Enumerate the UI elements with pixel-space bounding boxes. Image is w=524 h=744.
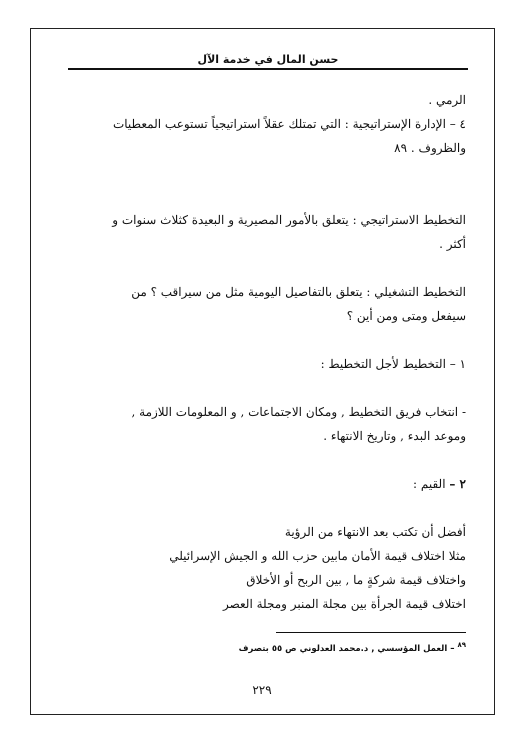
- text-line: ٤ – الإدارة الإستراتيجية : التي تمتلك عقلاً استراتيجياً تستوعب المعطيات: [112, 117, 466, 131]
- running-header: [68, 48, 468, 70]
- header-title: حسن المال في خدمة الآل: [197, 53, 339, 66]
- text-line: وموعد البدء , وتاريخ الانتهاء .: [323, 429, 466, 443]
- section-heading: ١ – التخطيط لأجل التخطيط :: [320, 357, 466, 371]
- text-line: اختلاف قيمة الجرأة بين مجلة المنبر ومجلة العصر: [222, 597, 466, 611]
- text-line: والظروف . ٨٩: [394, 141, 466, 155]
- text-line: التخطيط الاستراتيجي : يتعلق بالأمور المصيرية و البعيدة كثلاث سنوات و: [112, 213, 466, 227]
- footnote-text: – العمل المؤسسي , د.محمد العدلوني ص ٥٥ بتصرف: [238, 643, 458, 654]
- text-line: واختلاف قيمة شركةٍ ما , بين الربح أو الأخلاق: [246, 573, 466, 587]
- main-text: [66, 88, 466, 616]
- page-number: ٢٢٩: [252, 683, 272, 697]
- heading-number: ٢ –: [449, 477, 466, 491]
- text-line: التخطيط التشغيلي : يتعلق بالتفاصيل اليومية مثل من سيراقب ؟ من: [131, 285, 466, 299]
- text-line: سيفعل ومتى ومن أين ؟: [346, 309, 466, 323]
- text-line: مثلا اختلاف قيمة الأمان مابين حزب الله و الجيش الإسرائيلي: [169, 549, 466, 563]
- text-line: الرمي .: [428, 93, 466, 107]
- footnote-divider: [276, 632, 466, 633]
- text-line: أكثر .: [439, 237, 466, 251]
- text-line: أفضل أن تكتب بعد الانتهاء من الرؤية: [284, 525, 466, 539]
- section-heading: [66, 472, 466, 496]
- heading-label: القيم :: [413, 477, 450, 491]
- footnote: [106, 638, 466, 656]
- footnote-marker: ٨٩: [457, 641, 466, 649]
- text-line: - انتخاب فريق التخطيط , ومكان الاجتماعات , و المعلومات اللازمة ,: [131, 405, 466, 419]
